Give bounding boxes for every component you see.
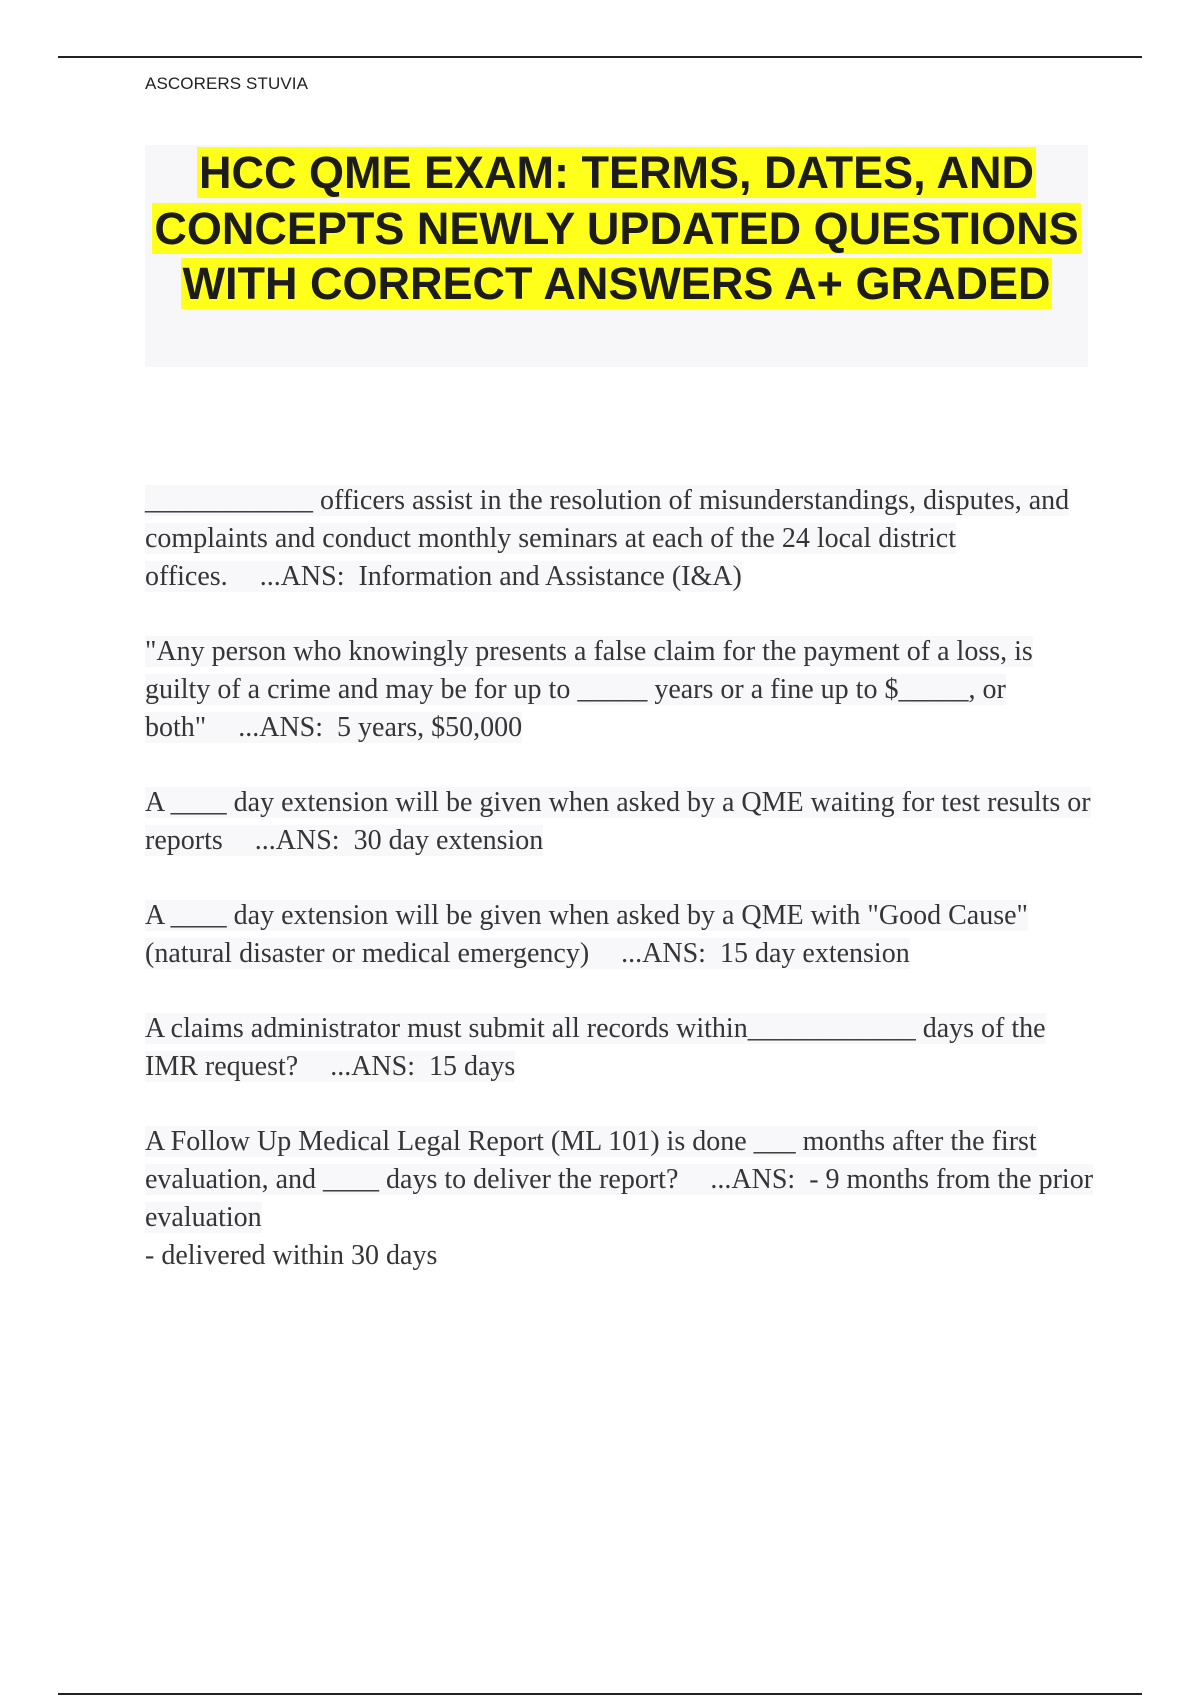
- document-title-text: HCC QME EXAM: TERMS, DATES, AND CONCEPTS NEWLY UPDATED QUESTIONS WITH CORRECT ANSWERS A+ GRADED: [154, 147, 1079, 309]
- question-text: A claims administrator must submit all records within____________ days of the IMR request?: [145, 1013, 1046, 1082]
- top-rule: [58, 56, 1142, 58]
- question-text: ____________ officers assist in the resolution of misunderstandings, disputes, and complaints and conduct monthly seminars at each of the 24 local district offices.: [145, 485, 1070, 592]
- question-text: A ____ day extension will be given when asked by a QME with "Good Cause" (natural disaster or medical emergency): [145, 900, 1028, 969]
- document-title: [145, 145, 1088, 367]
- question-list: [145, 482, 1105, 1312]
- question-text: A ____ day extension will be given when asked by a QME waiting for test results or reports: [145, 787, 1091, 856]
- answer-text: - 9 months from the prior evaluation: [145, 1164, 1094, 1233]
- question-text: A Follow Up Medical Legal Report (ML 101) is done ___ months after the first evaluation, and ____ days to deliver the report?: [145, 1126, 1037, 1195]
- document-header-label: ASCORERS STUVIA: [145, 74, 309, 93]
- qa-item: [145, 633, 1105, 747]
- answer-prefix: ...ANS:: [238, 712, 324, 743]
- answer-text: 15 day extension: [719, 938, 910, 969]
- answer-prefix: ...ANS:: [254, 825, 340, 856]
- answer-text-line-2: - delivered within 30 days: [145, 1240, 438, 1271]
- answer-text: 5 years, $50,000: [337, 712, 523, 743]
- answer-prefix: ...ANS:: [710, 1164, 796, 1195]
- qa-item: [145, 1123, 1105, 1275]
- answer-prefix: ...ANS:: [330, 1051, 415, 1082]
- qa-item: [145, 784, 1105, 860]
- qa-item: [145, 1010, 1105, 1086]
- qa-item: [145, 897, 1105, 973]
- qa-item: [145, 482, 1105, 596]
- question-text: "Any person who knowingly presents a false claim for the payment of a loss, is guilty of a crime and may be for up to _____ years or a fine up to $_____, or both": [145, 636, 1033, 743]
- answer-text: 15 days: [428, 1051, 516, 1082]
- answer-prefix: ...ANS:: [259, 561, 345, 592]
- answer-text: 30 day extension: [353, 825, 544, 856]
- answer-text: Information and Assistance (I&A): [358, 561, 742, 592]
- bottom-rule: [58, 1693, 1142, 1695]
- answer-prefix: ...ANS:: [621, 938, 706, 969]
